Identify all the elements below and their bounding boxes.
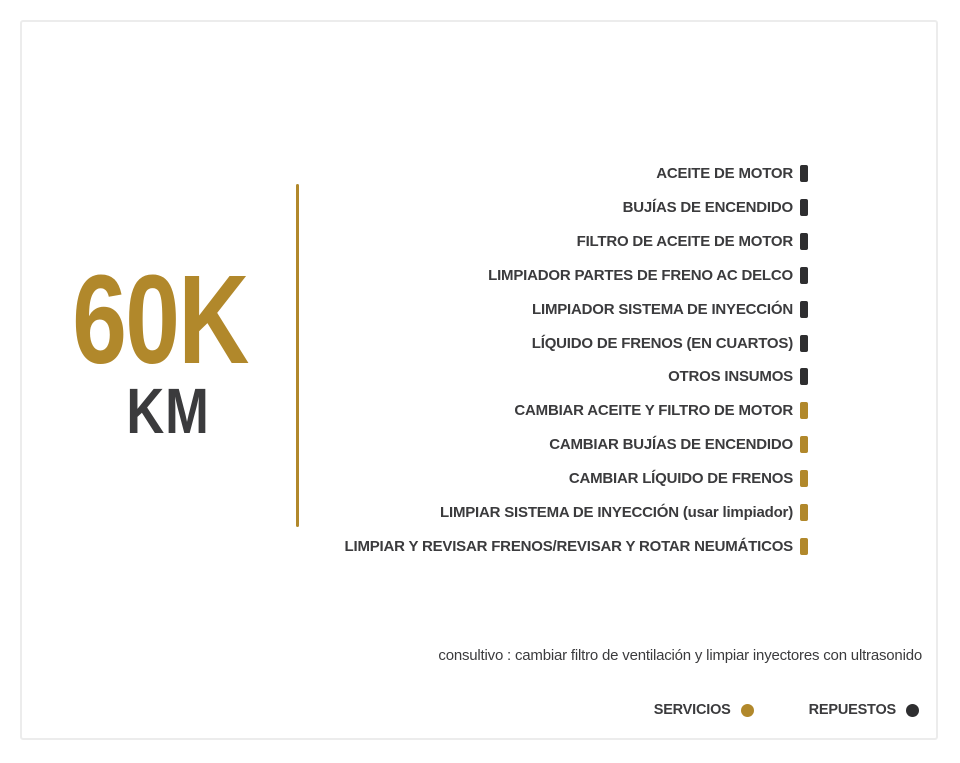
checklist-item-label: CAMBIAR BUJÍAS DE ENCENDIDO [549, 436, 793, 454]
checklist-item [345, 394, 808, 428]
servicios-dot-icon [741, 704, 754, 717]
category-marker [800, 233, 808, 250]
category-marker [800, 267, 808, 284]
checklist-item-label: LIMPIADOR PARTES DE FRENO AC DELCO [488, 266, 793, 284]
checklist-item-label: LIMPIAR SISTEMA DE INYECCIÓN (usar limpiador) [440, 503, 793, 521]
category-marker [800, 436, 808, 453]
checklist-item [345, 191, 808, 225]
checklist-item [345, 225, 808, 259]
milestone-value: 60K [72, 249, 248, 390]
legend-servicios-label: SERVICIOS [653, 702, 731, 718]
legend-item-servicios [654, 702, 754, 718]
category-marker [800, 165, 808, 182]
checklist-item [345, 360, 808, 394]
checklist-item-label: BUJÍAS DE ENCENDIDO [622, 199, 793, 217]
checklist-item-label: CAMBIAR LÍQUIDO DE FRENOS [568, 470, 793, 488]
category-marker [800, 199, 808, 216]
vertical-divider [296, 184, 299, 527]
maintenance-checklist [345, 157, 808, 563]
category-marker [800, 470, 808, 487]
checklist-item-label: LIMPIADOR SISTEMA DE INYECCIÓN [532, 300, 793, 318]
category-marker [800, 335, 808, 352]
category-marker [800, 538, 808, 555]
checklist-item [345, 157, 808, 191]
checklist-item [345, 462, 808, 496]
category-marker [800, 368, 808, 385]
checklist-item-label: ACEITE DE MOTOR [656, 165, 793, 183]
legend-item-repuestos [809, 702, 919, 718]
category-marker [800, 301, 808, 318]
checklist-item [345, 495, 808, 529]
category-marker [800, 504, 808, 521]
milestone-unit: KM [126, 375, 210, 447]
repuestos-dot-icon [906, 704, 919, 717]
legend [654, 702, 919, 718]
checklist-item-label: OTROS INSUMOS [668, 368, 793, 386]
checklist-item-label: LÍQUIDO DE FRENOS (EN CUARTOS) [531, 334, 793, 352]
consultative-note: consultivo : cambiar filtro de ventilación y limpiar inyectores con ultrasonido [438, 647, 922, 664]
legend-repuestos-label: REPUESTOS [808, 702, 896, 718]
checklist-item [345, 326, 808, 360]
checklist-item [345, 292, 808, 326]
checklist-item [345, 529, 808, 563]
checklist-item-label: FILTRO DE ACEITE DE MOTOR [576, 233, 793, 251]
checklist-item-label: CAMBIAR ACEITE Y FILTRO DE MOTOR [514, 402, 793, 420]
checklist-item-label: LIMPIAR Y REVISAR FRENOS/REVISAR Y ROTAR NEUMÁTICOS [344, 537, 793, 555]
checklist-item [345, 259, 808, 293]
checklist-item [345, 428, 808, 462]
category-marker [800, 402, 808, 419]
